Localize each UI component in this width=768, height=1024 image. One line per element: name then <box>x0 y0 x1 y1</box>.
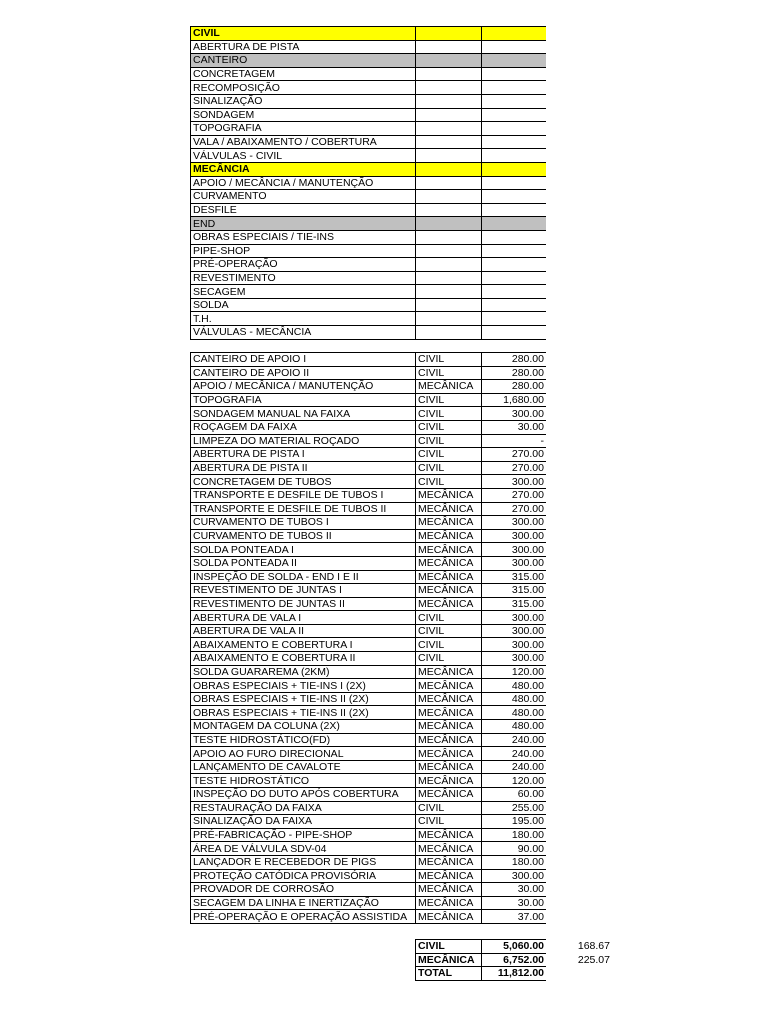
activity-value: 480.00 <box>482 706 547 720</box>
category-label: VALA / ABAIXAMENTO / COBERTURA <box>191 135 416 149</box>
category-label: CURVAMENTO <box>191 190 416 204</box>
category-label: SINALIZAÇÃO <box>191 94 416 108</box>
activity-row <box>191 516 547 530</box>
activity-row <box>191 910 547 924</box>
activity-discipline: MECÂNICA <box>416 665 482 679</box>
activity-row <box>191 706 547 720</box>
activity-discipline: CIVIL <box>416 461 482 475</box>
activity-discipline: MECÂNICA <box>416 828 482 842</box>
activity-row <box>191 529 547 543</box>
category-empty-cell <box>416 258 482 272</box>
category-label: APOIO / MECÂNCIA / MANUTENÇÃO <box>191 176 416 190</box>
category-empty-cell <box>482 122 547 136</box>
activity-discipline: MECÂNICA <box>416 720 482 734</box>
activity-row <box>191 638 547 652</box>
activity-name: OBRAS ESPECIAIS + TIE-INS II (2X) <box>191 706 416 720</box>
activity-name: CURVAMENTO DE TUBOS I <box>191 516 416 530</box>
totals-label: CIVIL <box>416 940 482 954</box>
activity-row <box>191 502 547 516</box>
category-empty-cell <box>482 81 547 95</box>
activity-name: APOIO / MECÂNICA / MANUTENÇÃO <box>191 380 416 394</box>
category-empty-cell <box>416 27 482 41</box>
activity-name: PROTEÇÃO CATÓDICA PROVISÓRIA <box>191 869 416 883</box>
activity-row <box>191 842 547 856</box>
activity-name: ABERTURA DE PISTA I <box>191 448 416 462</box>
activity-row <box>191 461 547 475</box>
activity-discipline: MECÂNICA <box>416 380 482 394</box>
activity-name: ABAIXAMENTO E COBERTURA II <box>191 652 416 666</box>
activity-row <box>191 869 547 883</box>
category-empty-cell <box>416 122 482 136</box>
activity-value: 270.00 <box>482 461 547 475</box>
category-label: CIVIL <box>191 27 416 41</box>
totals-value: 5,060.00 <box>482 940 547 954</box>
activity-value: 280.00 <box>482 353 547 367</box>
activity-name: RESTAURAÇÃO DA FAIXA <box>191 801 416 815</box>
activity-value: 315.00 <box>482 584 547 598</box>
category-empty-cell <box>416 203 482 217</box>
category-empty-cell <box>482 217 547 231</box>
activity-row <box>191 788 547 802</box>
activity-value: 37.00 <box>482 910 547 924</box>
activity-name: CANTEIRO DE APOIO II <box>191 366 416 380</box>
activity-row <box>191 597 547 611</box>
category-label: SOLDA <box>191 298 416 312</box>
activity-name: LANÇADOR E RECEBEDOR DE PIGS <box>191 855 416 869</box>
activity-row <box>191 407 547 421</box>
activity-discipline: MECÂNICA <box>416 855 482 869</box>
activity-value: 300.00 <box>482 611 547 625</box>
category-empty-cell <box>482 190 547 204</box>
activity-name: TRANSPORTE E DESFILE DE TUBOS I <box>191 488 416 502</box>
activity-value: 270.00 <box>482 502 547 516</box>
activity-row <box>191 420 547 434</box>
category-label: CANTEIRO <box>191 54 416 68</box>
category-row <box>191 285 547 299</box>
category-row <box>191 67 547 81</box>
category-empty-cell <box>416 149 482 163</box>
category-row <box>191 81 547 95</box>
activity-value: 280.00 <box>482 380 547 394</box>
activity-value: 480.00 <box>482 720 547 734</box>
activity-row <box>191 665 547 679</box>
category-empty-cell <box>482 149 547 163</box>
totals-label: MECÂNICA <box>416 953 482 967</box>
activity-value: 300.00 <box>482 529 547 543</box>
totals-label: TOTAL <box>416 967 482 981</box>
activity-value: 270.00 <box>482 488 547 502</box>
activity-table <box>190 352 546 924</box>
category-empty-cell <box>416 298 482 312</box>
activity-discipline: MECÂNICA <box>416 543 482 557</box>
category-row <box>191 326 547 340</box>
category-empty-cell <box>416 108 482 122</box>
activity-name: LANÇAMENTO DE CAVALOTE <box>191 760 416 774</box>
category-empty-cell <box>416 271 482 285</box>
category-empty-cell <box>416 54 482 68</box>
activity-discipline: CIVIL <box>416 801 482 815</box>
activity-row <box>191 584 547 598</box>
activity-discipline: CIVIL <box>416 353 482 367</box>
category-row <box>191 149 547 163</box>
category-empty-cell <box>416 176 482 190</box>
activity-name: LIMPEZA DO MATERIAL ROÇADO <box>191 434 416 448</box>
totals-row <box>416 953 547 967</box>
activity-name: CONCRETAGEM DE TUBOS <box>191 475 416 489</box>
activity-name: INSPEÇÃO DO DUTO APÓS COBERTURA <box>191 788 416 802</box>
category-label: REVESTIMENTO <box>191 271 416 285</box>
activity-discipline: CIVIL <box>416 434 482 448</box>
activity-name: SOLDA PONTEADA II <box>191 556 416 570</box>
activity-name: OBRAS ESPECIAIS + TIE-INS II (2X) <box>191 692 416 706</box>
activity-value: - <box>482 434 547 448</box>
activity-name: SOLDA PONTEADA I <box>191 543 416 557</box>
category-row <box>191 217 547 231</box>
category-empty-cell <box>482 27 547 41</box>
activity-discipline: MECÂNICA <box>416 679 482 693</box>
category-label: PRÉ-OPERAÇÃO <box>191 258 416 272</box>
activity-discipline: MECÂNICA <box>416 760 482 774</box>
activity-value: 30.00 <box>482 883 547 897</box>
category-label: PIPE-SHOP <box>191 244 416 258</box>
category-row <box>191 244 547 258</box>
activity-discipline: CIVIL <box>416 366 482 380</box>
activity-value: 300.00 <box>482 543 547 557</box>
activity-value: 280.00 <box>482 366 547 380</box>
activity-row <box>191 543 547 557</box>
category-empty-cell <box>416 40 482 54</box>
activity-value: 90.00 <box>482 842 547 856</box>
activity-name: PRÉ-FABRICAÇÃO - PIPE-SHOP <box>191 828 416 842</box>
activity-name: ABERTURA DE VALA II <box>191 624 416 638</box>
activity-value: 300.00 <box>482 516 547 530</box>
activity-discipline: CIVIL <box>416 393 482 407</box>
activity-discipline: MECÂNICA <box>416 733 482 747</box>
activity-row <box>191 855 547 869</box>
activity-value: 30.00 <box>482 420 547 434</box>
activity-name: TRANSPORTE E DESFILE DE TUBOS II <box>191 502 416 516</box>
activity-name: SOLDA GUARAREMA (2KM) <box>191 665 416 679</box>
category-empty-cell <box>482 258 547 272</box>
activity-row <box>191 815 547 829</box>
category-row <box>191 54 547 68</box>
category-label: VÁLVULAS - CIVIL <box>191 149 416 163</box>
activity-name: MONTAGEM DA COLUNA (2X) <box>191 720 416 734</box>
activity-discipline: MECÂNICA <box>416 747 482 761</box>
category-row <box>191 135 547 149</box>
activity-name: ABAIXAMENTO E COBERTURA I <box>191 638 416 652</box>
activity-row <box>191 475 547 489</box>
activity-value: 300.00 <box>482 638 547 652</box>
category-empty-cell <box>482 54 547 68</box>
activity-discipline: CIVIL <box>416 638 482 652</box>
activity-row <box>191 896 547 910</box>
category-label: END <box>191 217 416 231</box>
activity-value: 195.00 <box>482 815 547 829</box>
category-empty-cell <box>482 326 547 340</box>
category-empty-cell <box>482 230 547 244</box>
activity-discipline: MECÂNICA <box>416 869 482 883</box>
category-label: DESFILE <box>191 203 416 217</box>
activity-discipline: MECÂNICA <box>416 584 482 598</box>
category-empty-cell <box>416 326 482 340</box>
activity-name: SONDAGEM MANUAL NA FAIXA <box>191 407 416 421</box>
activity-value: 240.00 <box>482 760 547 774</box>
activity-value: 300.00 <box>482 624 547 638</box>
activity-discipline: CIVIL <box>416 815 482 829</box>
category-empty-cell <box>416 312 482 326</box>
activity-discipline: MECÂNICA <box>416 774 482 788</box>
activity-row <box>191 760 547 774</box>
totals-extra-value: 225.07 <box>577 953 610 966</box>
activity-value: 120.00 <box>482 774 547 788</box>
activity-name: REVESTIMENTO DE JUNTAS I <box>191 584 416 598</box>
activity-row <box>191 434 547 448</box>
activity-value: 240.00 <box>482 733 547 747</box>
totals-table <box>415 939 546 981</box>
activity-name: OBRAS ESPECIAIS + TIE-INS I (2X) <box>191 679 416 693</box>
activity-discipline: CIVIL <box>416 611 482 625</box>
category-label: OBRAS ESPECIAIS / TIE-INS <box>191 230 416 244</box>
category-label: ABERTURA DE PISTA <box>191 40 416 54</box>
activity-row <box>191 488 547 502</box>
category-empty-cell <box>482 176 547 190</box>
category-empty-cell <box>482 40 547 54</box>
activity-name: CURVAMENTO DE TUBOS II <box>191 529 416 543</box>
category-empty-cell <box>416 244 482 258</box>
category-empty-cell <box>416 190 482 204</box>
category-row <box>191 122 547 136</box>
activity-row <box>191 883 547 897</box>
category-row <box>191 298 547 312</box>
activity-discipline: MECÂNICA <box>416 910 482 924</box>
category-label: SONDAGEM <box>191 108 416 122</box>
activity-value: 60.00 <box>482 788 547 802</box>
activity-discipline: MECÂNICA <box>416 896 482 910</box>
activity-value: 240.00 <box>482 747 547 761</box>
activity-discipline: CIVIL <box>416 448 482 462</box>
activity-name: APOIO AO FURO DIRECIONAL <box>191 747 416 761</box>
category-empty-cell <box>482 271 547 285</box>
activity-row <box>191 393 547 407</box>
activity-row <box>191 448 547 462</box>
activity-value: 180.00 <box>482 828 547 842</box>
category-row <box>191 230 547 244</box>
category-row <box>191 271 547 285</box>
activity-value: 180.00 <box>482 855 547 869</box>
category-empty-cell <box>482 203 547 217</box>
activity-discipline: MECÂNICA <box>416 597 482 611</box>
activity-discipline: CIVIL <box>416 475 482 489</box>
activity-discipline: MECÂNICA <box>416 570 482 584</box>
activity-name: SINALIZAÇÃO DA FAIXA <box>191 815 416 829</box>
activity-row <box>191 611 547 625</box>
activity-value: 315.00 <box>482 570 547 584</box>
activity-row <box>191 570 547 584</box>
category-row <box>191 27 547 41</box>
activity-row <box>191 652 547 666</box>
activity-row <box>191 774 547 788</box>
activity-name: ÁREA DE VÁLVULA SDV-04 <box>191 842 416 856</box>
activity-name: TESTE HIDROSTÁTICO <box>191 774 416 788</box>
category-empty-cell <box>482 94 547 108</box>
category-empty-cell <box>482 285 547 299</box>
category-label: TOPOGRAFIA <box>191 122 416 136</box>
activity-name: PROVADOR DE CORROSÃO <box>191 883 416 897</box>
activity-name: ABERTURA DE VALA I <box>191 611 416 625</box>
activity-name: ROÇAGEM DA FAIXA <box>191 420 416 434</box>
activity-value: 300.00 <box>482 652 547 666</box>
activity-value: 300.00 <box>482 407 547 421</box>
activity-value: 120.00 <box>482 665 547 679</box>
category-empty-cell <box>482 312 547 326</box>
activity-name: SECAGEM DA LINHA E INERTIZAÇÃO <box>191 896 416 910</box>
activity-name: PRÉ-OPERAÇÃO E OPERAÇÃO ASSISTIDA <box>191 910 416 924</box>
activity-row <box>191 747 547 761</box>
activity-discipline: MECÂNICA <box>416 488 482 502</box>
activity-row <box>191 679 547 693</box>
category-empty-cell <box>416 67 482 81</box>
activity-discipline: CIVIL <box>416 652 482 666</box>
activity-value: 480.00 <box>482 679 547 693</box>
activity-value: 300.00 <box>482 869 547 883</box>
category-empty-cell <box>482 67 547 81</box>
category-row <box>191 94 547 108</box>
category-table <box>190 26 546 340</box>
category-empty-cell <box>416 94 482 108</box>
activity-name: ABERTURA DE PISTA II <box>191 461 416 475</box>
activity-value: 255.00 <box>482 801 547 815</box>
activity-row <box>191 720 547 734</box>
activity-name: CANTEIRO DE APOIO I <box>191 353 416 367</box>
category-empty-cell <box>416 135 482 149</box>
category-empty-cell <box>482 162 547 176</box>
category-row <box>191 176 547 190</box>
category-row <box>191 258 547 272</box>
activity-name: TOPOGRAFIA <box>191 393 416 407</box>
category-empty-cell <box>416 162 482 176</box>
category-label: RECOMPOSIÇÃO <box>191 81 416 95</box>
activity-value: 30.00 <box>482 896 547 910</box>
activity-name: TESTE HIDROSTÁTICO(FD) <box>191 733 416 747</box>
category-empty-cell <box>416 230 482 244</box>
activity-discipline: MECÂNICA <box>416 516 482 530</box>
category-empty-cell <box>482 135 547 149</box>
activity-discipline: MECÂNICA <box>416 556 482 570</box>
activity-discipline: MECÂNICA <box>416 692 482 706</box>
activity-discipline: MECÂNICA <box>416 529 482 543</box>
activity-value: 315.00 <box>482 597 547 611</box>
activity-value: 300.00 <box>482 475 547 489</box>
activity-discipline: MECÂNICA <box>416 842 482 856</box>
category-empty-cell <box>482 108 547 122</box>
category-row <box>191 162 547 176</box>
activity-value: 480.00 <box>482 692 547 706</box>
category-label: T.H. <box>191 312 416 326</box>
category-label: SECAGEM <box>191 285 416 299</box>
activity-name: REVESTIMENTO DE JUNTAS II <box>191 597 416 611</box>
activity-value: 300.00 <box>482 556 547 570</box>
activity-value: 270.00 <box>482 448 547 462</box>
activity-discipline: CIVIL <box>416 624 482 638</box>
activity-discipline: CIVIL <box>416 407 482 421</box>
activity-discipline: MECÂNICA <box>416 788 482 802</box>
category-empty-cell <box>416 285 482 299</box>
activity-row <box>191 556 547 570</box>
activity-row <box>191 692 547 706</box>
category-label: CONCRETAGEM <box>191 67 416 81</box>
activity-row <box>191 624 547 638</box>
totals-row <box>416 967 547 981</box>
activity-row <box>191 801 547 815</box>
activity-row <box>191 828 547 842</box>
activity-discipline: MECÂNICA <box>416 706 482 720</box>
activity-row <box>191 353 547 367</box>
activity-discipline: MECÂNICA <box>416 502 482 516</box>
category-row <box>191 190 547 204</box>
totals-row <box>416 940 547 954</box>
totals-extra-value: 168.67 <box>577 940 610 952</box>
category-row <box>191 203 547 217</box>
activity-discipline: MECÂNICA <box>416 883 482 897</box>
category-empty-cell <box>416 81 482 95</box>
activity-value: 1,680.00 <box>482 393 547 407</box>
category-empty-cell <box>482 298 547 312</box>
activity-row <box>191 380 547 394</box>
category-empty-cell <box>416 217 482 231</box>
activity-row <box>191 733 547 747</box>
activity-name: INSPEÇÃO DE SOLDA - END I E II <box>191 570 416 584</box>
category-row <box>191 40 547 54</box>
totals-value: 11,812.00 <box>482 967 547 981</box>
activity-discipline: CIVIL <box>416 420 482 434</box>
category-empty-cell <box>482 244 547 258</box>
activity-row <box>191 366 547 380</box>
category-label: MECÂNCIA <box>191 162 416 176</box>
category-row <box>191 312 547 326</box>
category-row <box>191 108 547 122</box>
category-label: VÁLVULAS - MECÂNCIA <box>191 326 416 340</box>
totals-value: 6,752.00 <box>482 953 547 967</box>
